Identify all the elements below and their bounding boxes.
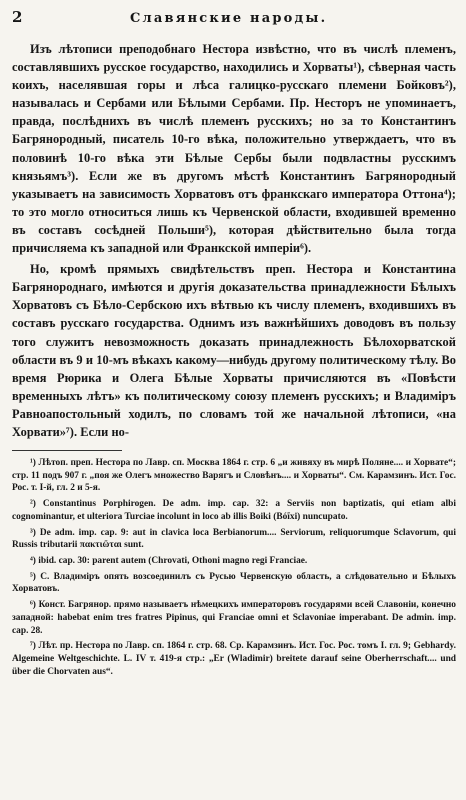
running-head: Славянские народы. — [130, 11, 328, 26]
footnote-1: ¹) Лѣтоп. преп. Нестора по Лавр. сп. Москва 1864 г. стр. 6 „и живяху въ мирѣ Поляне.... и Хорвате“; стр. 11 подъ 907 г. „поя же Олегъ множество Варягъ и Словѣнъ.... и Хорваты“. См. Карамзинъ. Ист. Гос. Рос. т. I-й, гл. 2 и 5-я. — [12, 458, 456, 494]
footnote-7: ⁷) Лѣт. пр. Нестора по Лавр. сп. 1864 г. стр. 68. Ср. Карамзинъ. Ист. Гос. Рос. томъ I. гл. 9; Gebhardy. Algemeine Weltgeschichte. L. IV т. 419-я стр.: „Er (Wladimir) breitete darauf seine Oberherrschaft.... und über die Chorvaten aus“. — [12, 641, 456, 677]
footnote-4: ⁴) ibid. cap. 30: parent autem (Chrovati, Othoni magno regi Franciae. — [30, 555, 308, 566]
footnote-3: ³) De adm. imp. cap. 9: aut in clavica loca Berbianorum.... Serviorum, reliquorumque Sclavorum, qui Russis tributarii πακτιῶται sunt. — [12, 527, 456, 551]
paragraph: Но, кромѣ прямыхъ свидѣтельствъ преп. Нестора и Константина Багрянороднаго, имѣются и другія доказательства принадлежности Бѣлыхъ Хорватовъ съ Бѣло-Сербскою ихъ вѣтвью къ числу племенъ, входившихъ въ составъ русскаго государства. Однимъ изъ важнѣйшихъ доводовъ въ пользу того служитъ невозможность доказать принадлежность Бѣлохорватской области въ 9 и 10-мъ вѣкахъ какому—нибудь другому политическому тѣлу. Во время Рюрика и Олега Бѣлые Хорваты причисляются въ «Повѣсти временныхъ лѣтъ» къ политическому союзу племенъ русскихъ; и Владиміръ Равноапостольный ходилъ, по словамъ той же начальной лѣтописи, «на Хорвати»⁷). Если но- — [12, 262, 456, 439]
footnote-6: ⁶) Конст. Багрянор. прямо называетъ нѣмецкихъ императоровъ государями всей Славоніи, конечно западной: habebat enim tres fratres Pipinus, qui Franciae omni et Sclavoniae imperabant. De admin. imp. cap. 28. — [12, 600, 456, 636]
main-text — [12, 40, 456, 441]
paragraph: Изъ лѣтописи преподобнаго Нестора извѣстно, что въ числѣ племенъ, составлявшихъ русское государство, находились и Хорваты¹), сѣверная часть коихъ, населявшая горы и лѣса галицко-русскаго племени Бойковъ²), называлась и Сербами или Бѣлыми Сербами. Пр. Несторъ не упоминаетъ, правда, послѣднихъ въ числѣ племенъ русскихъ; но за то Константинъ Багрянородный, писатель 10-го вѣка, положительно утверждаетъ, что въ половинѣ 10-го вѣка эти Бѣлые Сербы были подвластны русскимъ князьямъ³). Если же въ другомъ мѣстѣ Константинъ Багрянородный указываетъ на зависимость Хорватовъ отъ франкскаго императора Оттона⁴); то это могло относиться лишь къ Червенской области, входившей временно въ составъ сосѣдней Польши⁵), которая дѣйствительно была тогда причисляема къ западной или Франкской имперіи⁶). — [12, 42, 456, 256]
footnote-2: ²) Constantinus Porphirogen. De adm. imp. cap. 32: a Serviis non baptizatis, qui etiam albi cognominantur, et ulteriora Turciae incolunt in loco ab illis Boiki (Bóĩxi) nuncupato. — [12, 499, 456, 522]
page-number: 2 — [12, 8, 23, 26]
footnote-5: ⁵) С. Владиміръ опять возсоединилъ съ Русью Червенскую область, а слѣдовательно и Бѣлыхъ Хорватовъ. — [12, 571, 456, 595]
footnote-separator — [12, 450, 122, 451]
page-header — [12, 8, 456, 34]
footnotes — [12, 457, 456, 678]
